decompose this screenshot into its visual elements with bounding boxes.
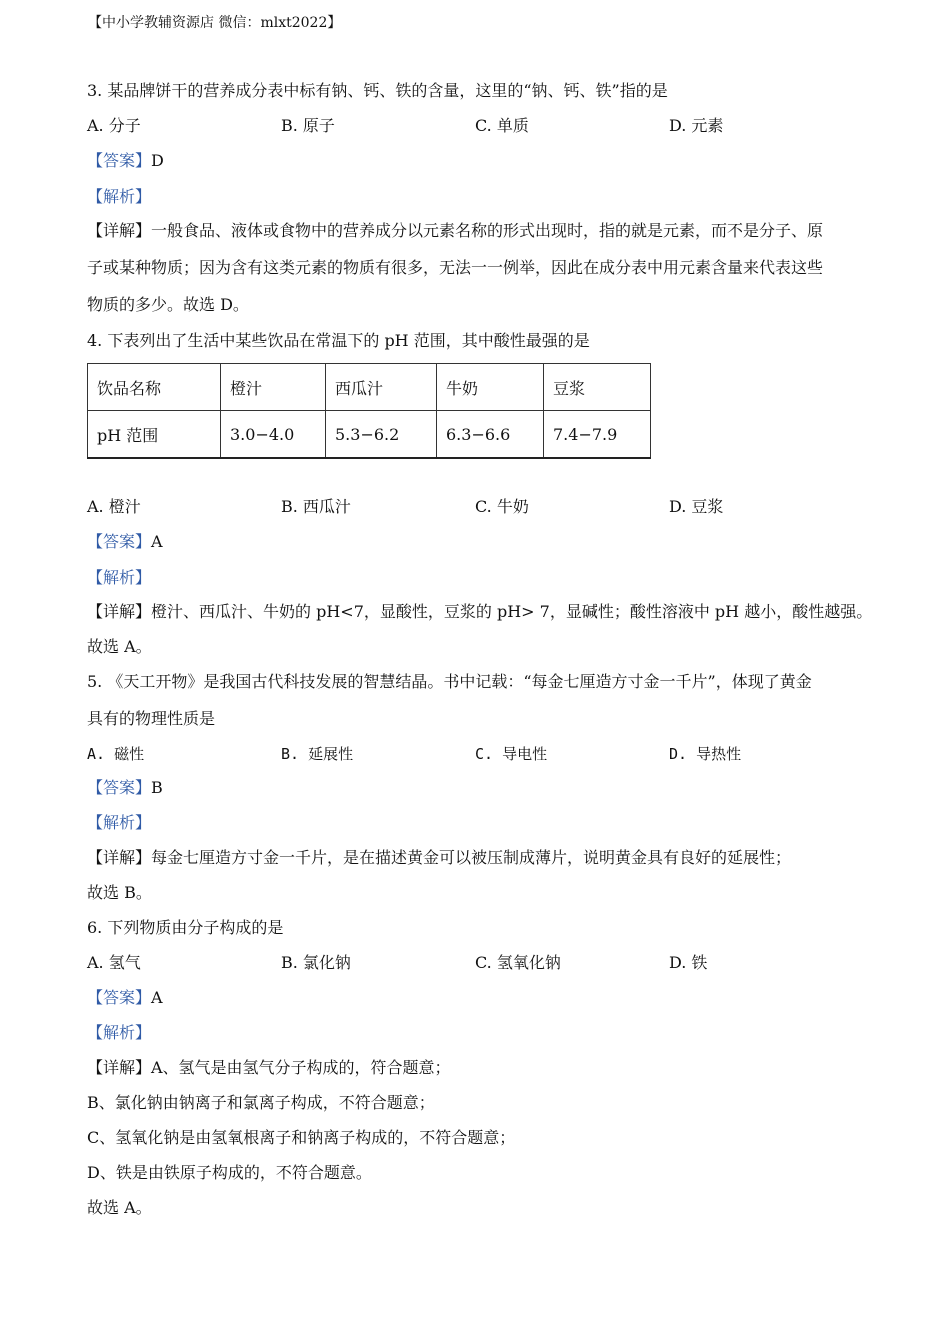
page-header: 【中小学教辅资源店 微信：mlxt2022】: [88, 15, 342, 31]
table-cell: 3.0−4.0: [221, 411, 326, 459]
q6-option-a: A. 氢气: [87, 953, 141, 972]
q5-detail-line: 【详解】每金七厘造方寸金一千片，是在描述黄金可以被压制成薄片，说明黄金具有良好的延展性；: [87, 848, 792, 867]
q3-option-d: D. 元素: [669, 116, 724, 135]
q6-detail-line: 故选 A。: [87, 1198, 152, 1217]
q3-option-a: A. 分子: [87, 116, 141, 135]
q6-option-b: B. 氯化钠: [281, 953, 351, 972]
q6-option-d: D. 铁: [669, 953, 708, 972]
q5-stem-line: 5. 《天工开物》是我国古代科技发展的智慧结晶。书中记载：“每金七厘造方寸金一千片”，体现了黄金: [87, 672, 812, 691]
q6-answer: [87, 988, 163, 1008]
table-cell: 7.4−7.9: [544, 411, 651, 459]
q5-option-a: A. 磁性: [87, 745, 145, 763]
answer-value: A: [151, 532, 163, 551]
q6-stem: 6. 下列物质由分子构成的是: [87, 918, 284, 937]
table-cell: 豆浆: [544, 364, 651, 411]
q5-option-d: D. 导热性: [669, 745, 742, 763]
q5-stem-line: 具有的物理性质是: [87, 709, 216, 728]
q4-stem: 4. 下表列出了生活中某些饮品在常温下的 pH 范围，其中酸性最强的是: [87, 331, 590, 350]
q6-detail-line: C、氢氧化钠是由氢氧根离子和钠离子构成的，不符合题意；: [87, 1128, 516, 1147]
q5-analysis-label: 【解析】: [87, 813, 152, 832]
q3-detail-line: 物质的多少。故选 D。: [87, 295, 249, 314]
q5-detail-line: 故选 B。: [87, 883, 152, 902]
q4-option-a: A. 橙汁: [87, 497, 141, 516]
answer-label: 【答案】: [87, 988, 152, 1007]
q4-answer: [87, 532, 163, 552]
q3-answer: [87, 151, 164, 171]
q3-stem: 3. 某品牌饼干的营养成分表中标有钠、钙、铁的含量，这里的“钠、钙、铁”指的是: [87, 81, 668, 100]
q6-detail-line: B、氯化钠由钠离子和氯离子构成，不符合题意；: [87, 1093, 435, 1112]
q5-option-c: C. 导电性: [475, 745, 548, 763]
q4-detail-line: 【详解】橙汁、西瓜汁、牛奶的 pH<7，显酸性，豆浆的 pH> 7，显碱性；酸性溶液中 pH 越小，酸性越强。: [87, 602, 873, 621]
q4-option-b: B. 西瓜汁: [281, 497, 351, 516]
table-row: [88, 411, 651, 459]
table-cell: 牛奶: [437, 364, 544, 411]
answer-label: 【答案】: [87, 532, 152, 551]
table-cell: 西瓜汁: [326, 364, 437, 411]
answer-value: A: [151, 988, 163, 1007]
q4-option-d: D. 豆浆: [669, 497, 724, 516]
q4-detail-line: 故选 A。: [87, 637, 152, 656]
q6-analysis-label: 【解析】: [87, 1023, 152, 1042]
q3-option-b: B. 原子: [281, 116, 335, 135]
answer-label: 【答案】: [87, 151, 152, 170]
q3-option-c: C. 单质: [475, 116, 529, 135]
q3-analysis-label: 【解析】: [87, 187, 152, 206]
table-cell: 饮品名称: [88, 364, 221, 411]
q3-detail-line: 子或某种物质；因为含有这类元素的物质有很多，无法一一例举，因此在成分表中用元素含量来代表这些: [87, 258, 824, 277]
q6-detail-line: D、铁是由铁原子构成的，不符合题意。: [87, 1163, 372, 1182]
answer-value: B: [151, 778, 163, 797]
q6-option-c: C. 氢氧化钠: [475, 953, 561, 972]
table-row: [88, 364, 651, 411]
q4-analysis-label: 【解析】: [87, 568, 152, 587]
answer-value: D: [151, 151, 164, 170]
q4-option-c: C. 牛奶: [475, 497, 529, 516]
q5-option-b: B. 延展性: [281, 745, 354, 763]
answer-label: 【答案】: [87, 778, 152, 797]
table-cell: 橙汁: [221, 364, 326, 411]
q3-detail-line: 【详解】一般食品、液体或食物中的营养成分以元素名称的形式出现时，指的就是元素，而不是分子、原: [87, 221, 824, 240]
table-cell: pH 范围: [88, 411, 221, 459]
q6-detail-line: 【详解】A、氢气是由氢气分子构成的，符合题意；: [87, 1058, 451, 1077]
table-cell: 5.3−6.2: [326, 411, 437, 459]
ph-table: [87, 363, 651, 459]
table-cell: 6.3−6.6: [437, 411, 544, 459]
q5-answer: [87, 778, 163, 798]
